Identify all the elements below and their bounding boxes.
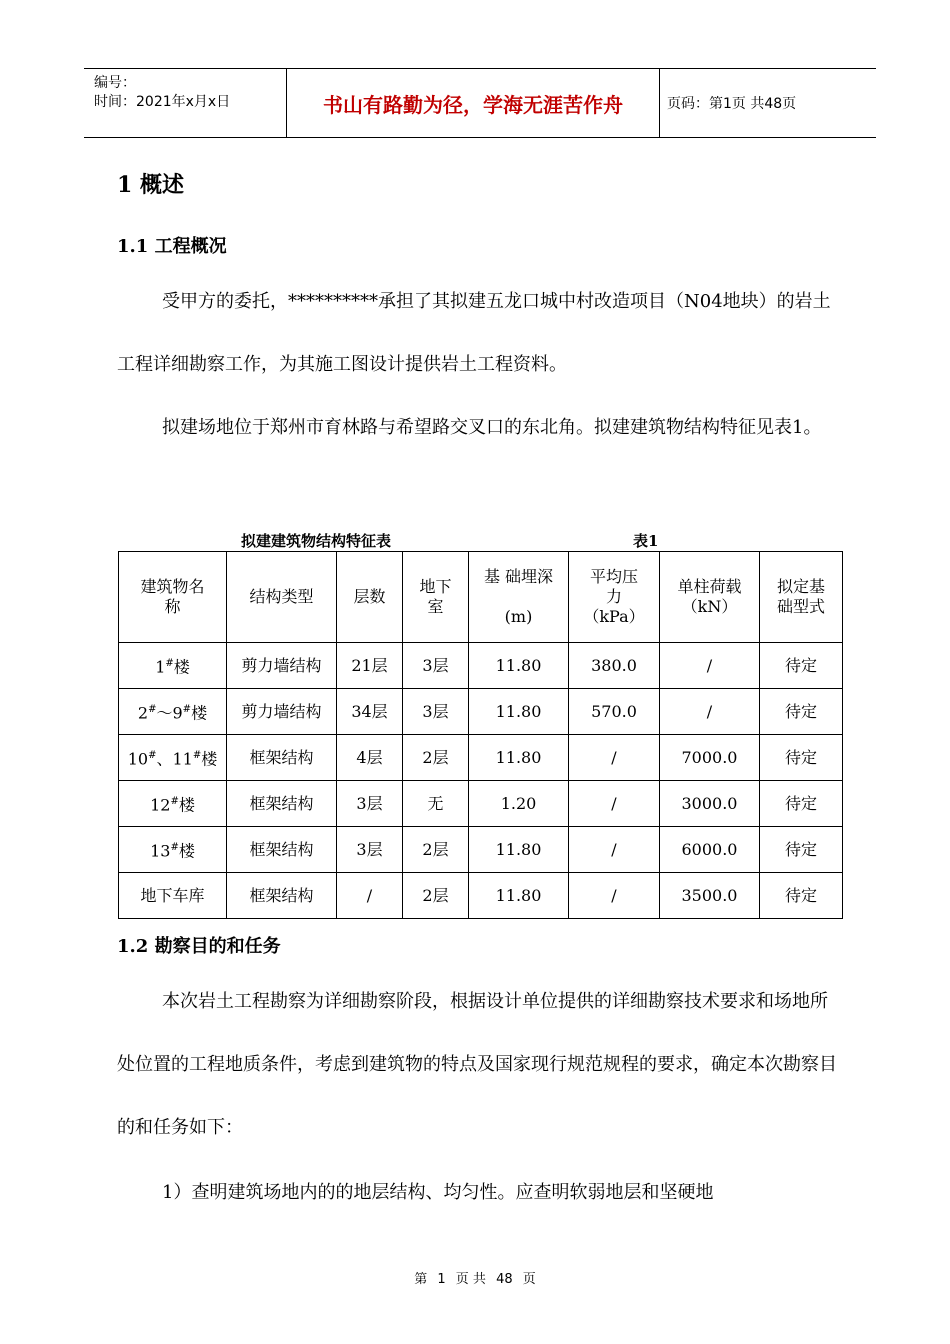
cell-foundation: 待定 <box>760 781 843 827</box>
cell-floors: 3层 <box>337 781 403 827</box>
cell-floors: / <box>337 873 403 919</box>
col-header-structure: 结构类型 <box>227 552 337 643</box>
footer-mid: 页 共 <box>455 1272 486 1287</box>
col-header-depth: 基 础埋深(m) <box>469 552 569 643</box>
cell-foundation: 待定 <box>760 643 843 689</box>
paragraph-entrustment <box>117 270 843 396</box>
paragraph-site-location <box>117 396 843 459</box>
section-title: 1 概述 <box>117 172 184 198</box>
cell-structure: 剪力墙结构 <box>227 689 337 735</box>
cell-foundation: 待定 <box>760 735 843 781</box>
cell-load: 6000.0 <box>660 827 760 873</box>
cell-load: 3500.0 <box>660 873 760 919</box>
cell-depth: 11.80 <box>469 735 569 781</box>
footer-suffix: 页 <box>522 1272 536 1287</box>
cell-structure: 剪力墙结构 <box>227 643 337 689</box>
cell-depth: 11.80 <box>469 643 569 689</box>
cell-floors: 4层 <box>337 735 403 781</box>
paragraph-purpose-text: 本次岩土工程勘察为详细勘察阶段，根据设计单位提供的详细勘察技术要求和场地所处位置的工程地质条件，考虑到建筑物的特点及国家现行规范规程的要求，确定本次勘察目的和任务如下： <box>117 991 837 1138</box>
table-body <box>119 643 843 919</box>
paragraph-purpose <box>117 970 843 1159</box>
header-motto: 书山有路勤为径，学海无涯苦作舟 <box>286 69 660 137</box>
cell-depth: 1.20 <box>469 781 569 827</box>
cell-pressure: / <box>569 827 660 873</box>
header-date: 时间：2021年x月x日 <box>94 94 231 110</box>
cell-floors: 34层 <box>337 689 403 735</box>
table-row <box>119 827 843 873</box>
table-row <box>119 735 843 781</box>
cell-pressure: / <box>569 781 660 827</box>
cell-basement: 3层 <box>403 643 469 689</box>
table-row <box>119 781 843 827</box>
col-header-basement: 地下室 <box>403 552 469 643</box>
cell-structure: 框架结构 <box>227 781 337 827</box>
page-header <box>84 68 876 138</box>
paragraph-site-location-text: 拟建场地位于郑州市育林路与希望路交叉口的东北角。拟建建筑物结构特征见表1。 <box>162 417 822 438</box>
header-number: 编号： <box>94 75 136 91</box>
cell-basement: 2层 <box>403 827 469 873</box>
col-header-floors: 层数 <box>337 552 403 643</box>
header-page-count: 页码：第1页 共48页 <box>667 96 797 112</box>
structure-spec-table <box>118 551 843 919</box>
cell-pressure: / <box>569 735 660 781</box>
col-header-foundation: 拟定基础型式 <box>760 552 843 643</box>
cell-foundation: 待定 <box>760 873 843 919</box>
paragraph-task-1 <box>117 1161 843 1224</box>
cell-load: / <box>660 689 760 735</box>
subsection-title-project: 1.1 工程概况 <box>117 236 227 257</box>
footer-total-pages: 48 <box>496 1272 513 1287</box>
cell-structure: 框架结构 <box>227 827 337 873</box>
cell-name: 2#～9#楼 <box>119 689 227 735</box>
cell-name: 1#楼 <box>119 643 227 689</box>
cell-name: 13#楼 <box>119 827 227 873</box>
cell-structure: 框架结构 <box>227 873 337 919</box>
cell-load: 7000.0 <box>660 735 760 781</box>
table-row <box>119 873 843 919</box>
cell-basement: 2层 <box>403 873 469 919</box>
col-header-pressure: 平均压力（kPa） <box>569 552 660 643</box>
subsection-title-purpose: 1.2 勘察目的和任务 <box>117 936 281 957</box>
cell-pressure: / <box>569 873 660 919</box>
cell-structure: 框架结构 <box>227 735 337 781</box>
table-number: 表1 <box>633 532 659 550</box>
table-row <box>119 643 843 689</box>
cell-name: 地下车库 <box>119 873 227 919</box>
footer-prefix: 第 <box>414 1272 428 1287</box>
cell-name: 10#、11#楼 <box>119 735 227 781</box>
page-footer <box>0 1268 950 1287</box>
cell-load: / <box>660 643 760 689</box>
paragraph-entrustment-text: 受甲方的委托，**********承担了其拟建五龙口城中村改造项目（N04地块）的岩土工程详细勘察工作，为其施工图设计提供岩土工程资料。 <box>117 291 831 375</box>
header-meta <box>84 69 286 137</box>
col-header-name: 建筑物名称 <box>119 552 227 643</box>
cell-foundation: 待定 <box>760 827 843 873</box>
cell-depth: 11.80 <box>469 873 569 919</box>
cell-depth: 11.80 <box>469 689 569 735</box>
col-header-load: 单柱荷载（kN） <box>660 552 760 643</box>
paragraph-task-1-text: 1）查明建筑场地内的的地层结构、均匀性。应查明软弱地层和坚硬地 <box>162 1182 714 1203</box>
table-header-row <box>119 552 843 643</box>
cell-name: 12#楼 <box>119 781 227 827</box>
footer-current-page: 1 <box>437 1272 446 1287</box>
cell-depth: 11.80 <box>469 827 569 873</box>
cell-floors: 21层 <box>337 643 403 689</box>
cell-pressure: 380.0 <box>569 643 660 689</box>
cell-foundation: 待定 <box>760 689 843 735</box>
cell-load: 3000.0 <box>660 781 760 827</box>
cell-pressure: 570.0 <box>569 689 660 735</box>
cell-basement: 3层 <box>403 689 469 735</box>
cell-basement: 2层 <box>403 735 469 781</box>
table-row <box>119 689 843 735</box>
cell-floors: 3层 <box>337 827 403 873</box>
cell-basement: 无 <box>403 781 469 827</box>
table-caption: 拟建建筑物结构特征表 <box>241 532 392 550</box>
